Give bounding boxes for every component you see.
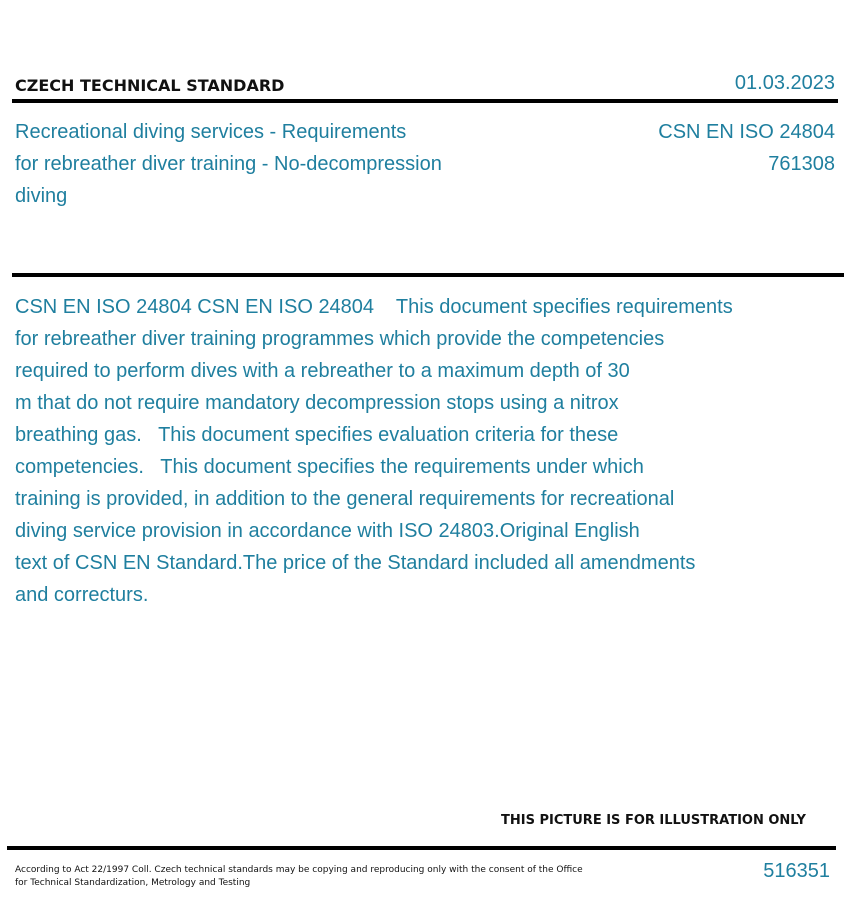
description-line: text of CSN EN Standard.The price of the Standard included all amendments [15,552,696,574]
standard-code: CSN EN ISO 24804 [658,121,835,143]
title-line: Recreational diving services - Requirements [15,121,407,143]
title-line: for rebreather diver training - No-decompression [15,153,442,175]
description-line: training is provided, in addition to the general requirements for recreational [15,488,675,510]
legal-line: for Technical Standardization, Metrology and Testing [15,878,251,888]
classification-number: 761308 [768,153,835,175]
title-line: diving [15,185,68,207]
legal-line: According to Act 22/1997 Coll. Czech technical standards may be copying and reproducing only with the consent of the Office [15,865,583,875]
description-line: required to perform dives with a rebreather to a maximum depth of 30 [15,360,630,382]
description-line: for rebreather diver training programmes which provide the competencies [15,328,665,350]
description-line: CSN EN ISO 24804 CSN EN ISO 24804 This document specifies requirements [15,296,733,318]
document-type-label: CZECH TECHNICAL STANDARD [15,76,285,95]
description-line: diving service provision in accordance with ISO 24803.Original English [15,520,640,542]
illustration-disclaimer: THIS PICTURE IS FOR ILLUSTRATION ONLY [501,813,806,828]
description-line: competencies. This document specifies the requirements under which [15,456,644,478]
footer-divider [7,846,836,850]
publication-date: 01.03.2023 [734,72,835,94]
legal-notice [15,864,615,890]
header-divider [12,99,838,103]
standard-identifiers [658,116,835,180]
description-line: and correcturs. [15,584,149,606]
standard-description [15,291,815,611]
description-line: m that do not require mandatory decompression stops using a nitrox [15,392,619,414]
title-divider [12,273,844,277]
catalog-number: 516351 [763,860,830,882]
standard-title [15,116,495,212]
description-line: breathing gas. This document specifies evaluation criteria for these [15,424,619,446]
